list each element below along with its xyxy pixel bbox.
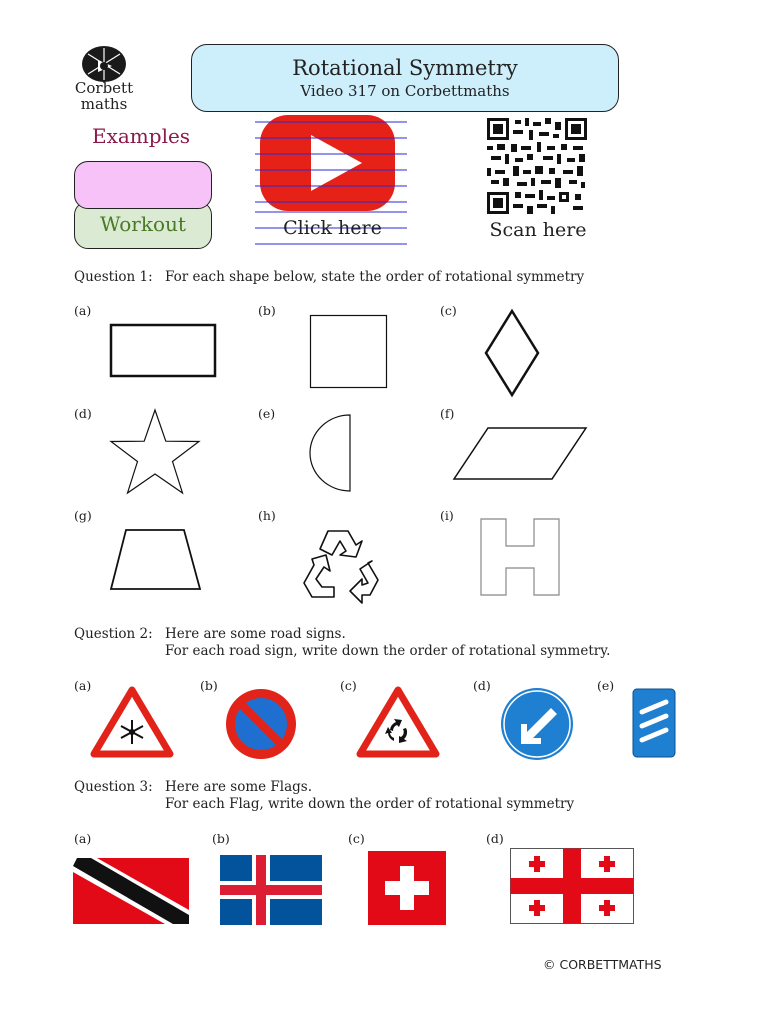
question-3 bbox=[74, 779, 165, 795]
workout-button[interactable]: Workout bbox=[74, 201, 212, 249]
q1-label-a: (a) bbox=[74, 303, 92, 318]
question-1-number: Question 1: bbox=[74, 269, 153, 285]
question-2-line-1: Here are some road signs. bbox=[165, 626, 346, 642]
q3-label-d: (d) bbox=[486, 831, 504, 846]
rhombus-shape bbox=[482, 308, 542, 398]
q2-label-e: (e) bbox=[597, 678, 615, 693]
stripes-sign-icon bbox=[632, 688, 676, 758]
q2-label-c: (c) bbox=[340, 678, 357, 693]
square-shape bbox=[309, 314, 389, 390]
switzerland-flag-icon bbox=[368, 851, 446, 925]
corbettmaths-logo-icon bbox=[74, 44, 134, 84]
trapezium-shape bbox=[108, 527, 204, 593]
examples-label[interactable]: Examples bbox=[92, 124, 191, 148]
q2-label-b: (b) bbox=[200, 678, 218, 693]
question-2 bbox=[74, 626, 165, 642]
page-title: Rotational Symmetry bbox=[292, 56, 518, 80]
q3-label-c: (c) bbox=[348, 831, 365, 846]
iceland-flag-icon bbox=[220, 855, 322, 925]
question-1 bbox=[74, 269, 584, 285]
question-3-line-1: Here are some Flags. bbox=[165, 779, 313, 795]
click-here-link[interactable]: Click here bbox=[283, 217, 382, 239]
q1-label-g: (g) bbox=[74, 508, 92, 523]
q1-label-e: (e) bbox=[258, 406, 276, 421]
question-1-text: For each shape below, state the order of rotational symmetry bbox=[165, 269, 585, 285]
recycle-symbol-icon bbox=[298, 525, 384, 607]
keep-left-sign-icon bbox=[499, 686, 575, 762]
title-box bbox=[191, 44, 619, 112]
parallelogram-shape bbox=[452, 425, 592, 483]
no-parking-sign-icon bbox=[223, 686, 299, 762]
q1-label-h: (h) bbox=[258, 508, 276, 523]
q1-label-b: (b) bbox=[258, 303, 276, 318]
georgia-flag-icon bbox=[510, 848, 634, 924]
letter-h-shape bbox=[478, 516, 562, 598]
question-3-line-2: For each Flag, write down the order of rotational symmetry bbox=[165, 796, 575, 812]
semicircle-shape bbox=[308, 413, 353, 493]
q3-label-a: (a) bbox=[74, 831, 92, 846]
q2-label-a: (a) bbox=[74, 678, 92, 693]
q1-label-c: (c) bbox=[440, 303, 457, 318]
trinidad-flag-icon bbox=[73, 858, 189, 924]
examples-button[interactable] bbox=[74, 161, 212, 209]
q1-label-d: (d) bbox=[74, 406, 92, 421]
qr-code-icon[interactable] bbox=[487, 118, 587, 214]
roundabout-warning-sign-icon bbox=[356, 686, 440, 758]
page-subtitle: Video 317 on Corbettmaths bbox=[300, 82, 510, 100]
question-2-line-2: For each road sign, write down the order of rotational symmetry. bbox=[165, 643, 611, 659]
scan-here-label: Scan here bbox=[489, 219, 587, 241]
question-2-number: Question 2: bbox=[74, 626, 153, 642]
question-3-number: Question 3: bbox=[74, 779, 153, 795]
snow-warning-sign-icon bbox=[90, 686, 174, 758]
rectangle-shape bbox=[108, 323, 218, 378]
q1-label-i: (i) bbox=[440, 508, 454, 523]
star-shape bbox=[107, 408, 203, 496]
q2-label-d: (d) bbox=[473, 678, 491, 693]
logo-text: Corbett maths bbox=[74, 79, 134, 113]
q1-label-f: (f) bbox=[440, 406, 455, 421]
copyright: © CORBETTMATHS bbox=[543, 957, 662, 972]
q3-label-b: (b) bbox=[212, 831, 230, 846]
